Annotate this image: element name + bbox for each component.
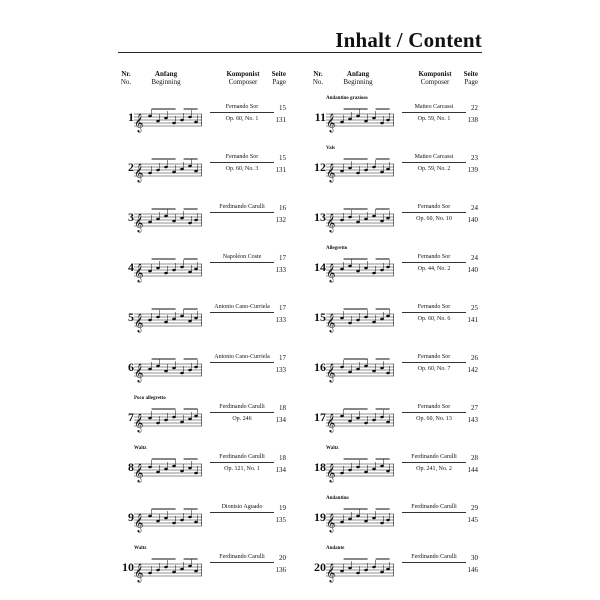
entry-tempo: Vals — [326, 146, 335, 151]
entry-number: 1 — [128, 110, 134, 124]
entry-page: 15 — [279, 154, 286, 162]
entry-tempo: Waltz — [134, 546, 147, 551]
svg-text:𝄞: 𝄞 — [326, 563, 336, 582]
entry-incipit — [326, 356, 394, 386]
contents-entry — [118, 296, 286, 346]
entry-number: 16 — [314, 360, 326, 374]
contents-entry — [118, 196, 286, 246]
entry-opus: Op. 121, No. 1 — [224, 466, 260, 472]
music-incipit-icon — [134, 406, 202, 436]
header-beginning: Anfang Beginning — [151, 70, 181, 86]
contents-entry — [310, 496, 478, 546]
contents-entry — [310, 346, 478, 396]
entry-composer: Napoléon Coste — [210, 254, 274, 263]
entry-composer: Ferdinando Carulli — [210, 404, 274, 413]
svg-text:𝄞: 𝄞 — [326, 263, 336, 282]
entry-tempo: Andantino grazioso — [326, 96, 368, 101]
music-incipit-icon — [326, 206, 394, 236]
entry-number: 7 — [128, 410, 134, 424]
entry-incipit — [134, 156, 202, 186]
contents-entry — [118, 246, 286, 296]
entry-composer: Fernando Sor — [210, 154, 274, 163]
entry-incipit — [326, 456, 394, 486]
music-incipit-icon — [326, 356, 394, 386]
entry-page-2: 144 — [467, 466, 478, 474]
entry-opus: Op. 60, No. 13 — [416, 416, 452, 422]
music-incipit-icon — [326, 406, 394, 436]
entry-page-2: 133 — [275, 266, 286, 274]
music-incipit-icon — [326, 106, 394, 136]
entry-page: 15 — [279, 104, 286, 112]
contents-entry — [118, 396, 286, 446]
entry-page: 17 — [279, 304, 286, 312]
entry-incipit — [134, 106, 202, 136]
music-incipit-icon — [326, 556, 394, 586]
entry-number: 13 — [314, 210, 326, 224]
entry-composer: Matteo Carcassi — [402, 104, 466, 113]
entry-composer: Fernando Sor — [402, 404, 466, 413]
entry-incipit — [326, 106, 394, 136]
entry-composer: Antonio Cano-Curriela — [210, 354, 274, 363]
svg-text:𝄞: 𝄞 — [326, 363, 336, 382]
entry-tempo: Andante — [326, 546, 345, 551]
svg-text:𝄞: 𝄞 — [134, 363, 144, 382]
entry-opus: Op. 59, No. 1 — [417, 116, 451, 122]
entry-incipit — [134, 306, 202, 336]
entry-page: 19 — [279, 504, 286, 512]
entry-composer: Dionisio Aguado — [210, 504, 274, 513]
entry-number: 15 — [314, 310, 326, 324]
entry-incipit — [326, 256, 394, 286]
entry-incipit — [326, 406, 394, 436]
entry-composer: Ferdinando Carulli — [210, 554, 274, 563]
entry-page-2: 138 — [467, 116, 478, 124]
entry-opus: Op. 60, No. 3 — [225, 166, 259, 172]
header-page: Seite Page — [271, 70, 286, 86]
svg-text:𝄞: 𝄞 — [326, 113, 336, 132]
entry-page: 25 — [471, 304, 478, 312]
contents-entry — [310, 196, 478, 246]
svg-text:𝄞: 𝄞 — [326, 413, 336, 432]
entry-number: 5 — [128, 310, 134, 324]
music-incipit-icon — [326, 306, 394, 336]
entry-page-2: 132 — [275, 216, 286, 224]
svg-text:𝄞: 𝄞 — [134, 463, 144, 482]
entry-tempo: Andantino — [326, 496, 349, 501]
entry-page: 20 — [279, 554, 286, 562]
music-incipit-icon — [134, 206, 202, 236]
entry-page: 24 — [471, 254, 478, 262]
entry-page: 18 — [279, 404, 286, 412]
entry-tempo: Waltz — [134, 446, 147, 451]
entry-page-2: 133 — [275, 316, 286, 324]
music-incipit-icon — [134, 456, 202, 486]
entry-composer: Ferdinando Carulli — [210, 204, 274, 213]
entry-number: 12 — [314, 160, 326, 174]
entry-page-2: 140 — [467, 266, 478, 274]
contents-entry — [310, 96, 478, 146]
entry-incipit — [134, 556, 202, 586]
entry-incipit — [134, 356, 202, 386]
svg-text:𝄞: 𝄞 — [326, 313, 336, 332]
entry-page: 24 — [471, 204, 478, 212]
music-incipit-icon — [326, 156, 394, 186]
entry-page: 22 — [471, 104, 478, 112]
entry-page-2: 131 — [275, 116, 286, 124]
entry-incipit — [134, 506, 202, 536]
entry-incipit — [134, 456, 202, 486]
contents-entry — [118, 346, 286, 396]
column-header — [118, 70, 286, 94]
entry-composer: Matteo Carcassi — [402, 154, 466, 163]
entry-number: 10 — [122, 560, 134, 574]
entry-composer: Fernando Sor — [402, 254, 466, 263]
page-title: Inhalt / Content — [335, 28, 482, 52]
entry-incipit — [326, 556, 394, 586]
header-page: Seite Page — [463, 70, 478, 86]
entry-composer: Antonio Cano-Curriela — [210, 304, 274, 313]
entry-composer: Fernando Sor — [402, 304, 466, 313]
contents-column-right — [310, 70, 478, 590]
entry-composer: Ferdinando Carulli — [402, 504, 466, 513]
entry-page: 28 — [471, 454, 478, 462]
entry-incipit — [134, 406, 202, 436]
music-incipit-icon — [134, 306, 202, 336]
entry-page: 30 — [471, 554, 478, 562]
entry-number: 14 — [314, 260, 326, 274]
svg-text:𝄞: 𝄞 — [134, 113, 144, 132]
entry-page-2: 143 — [467, 416, 478, 424]
music-incipit-icon — [134, 256, 202, 286]
entry-page: 23 — [471, 154, 478, 162]
music-incipit-icon — [134, 356, 202, 386]
entry-number: 8 — [128, 460, 134, 474]
contents-entry — [310, 296, 478, 346]
entry-composer: Fernando Sor — [402, 354, 466, 363]
entry-page: 17 — [279, 254, 286, 262]
contents-entry — [118, 446, 286, 496]
entry-incipit — [326, 506, 394, 536]
contents-entry — [310, 246, 478, 296]
contents-entry — [118, 146, 286, 196]
entry-page-2: 139 — [467, 166, 478, 174]
entry-incipit — [326, 206, 394, 236]
entry-page: 29 — [471, 504, 478, 512]
entry-number: 4 — [128, 260, 134, 274]
svg-text:𝄞: 𝄞 — [134, 563, 144, 582]
entry-incipit — [326, 156, 394, 186]
entry-page-2: 142 — [467, 366, 478, 374]
contents-entry — [118, 96, 286, 146]
entry-number: 6 — [128, 360, 134, 374]
contents-entry — [310, 546, 478, 596]
entry-page-2: 134 — [275, 466, 286, 474]
entry-composer: Ferdinando Carulli — [210, 454, 274, 463]
svg-text:𝄞: 𝄞 — [134, 213, 144, 232]
entry-tempo: Allegretto — [326, 246, 348, 251]
svg-text:𝄞: 𝄞 — [326, 463, 336, 482]
svg-text:𝄞: 𝄞 — [326, 213, 336, 232]
entry-opus: Op. 60, No. 10 — [416, 216, 452, 222]
entry-number: 2 — [128, 160, 134, 174]
entry-composer: Ferdinando Carulli — [402, 454, 466, 463]
svg-text:𝄞: 𝄞 — [134, 163, 144, 182]
title-rule — [118, 52, 482, 53]
svg-text:𝄞: 𝄞 — [326, 513, 336, 532]
entry-page-2: 136 — [275, 566, 286, 574]
svg-text:𝄞: 𝄞 — [134, 513, 144, 532]
contents-entry — [310, 446, 478, 496]
header-number: Nr. No. — [312, 70, 324, 86]
entry-opus: Op. 59, No. 2 — [417, 166, 451, 172]
entry-number: 3 — [128, 210, 134, 224]
entry-opus: Op. 60, No. 1 — [225, 116, 259, 122]
music-incipit-icon — [134, 556, 202, 586]
entry-number: 11 — [314, 110, 326, 124]
entry-incipit — [134, 206, 202, 236]
entry-page: 18 — [279, 454, 286, 462]
entry-number: 19 — [314, 510, 326, 524]
contents-entry — [310, 146, 478, 196]
music-incipit-icon — [134, 156, 202, 186]
svg-text:𝄞: 𝄞 — [134, 413, 144, 432]
entry-page-2: 135 — [275, 516, 286, 524]
entry-page: 27 — [471, 404, 478, 412]
entry-opus: Op. 44, No. 2 — [417, 266, 451, 272]
entry-page-2: 145 — [467, 516, 478, 524]
header-composer: Komponist Composer — [418, 70, 452, 86]
music-incipit-icon — [326, 506, 394, 536]
entry-page: 17 — [279, 354, 286, 362]
entry-opus: Op. 60, No. 6 — [417, 316, 451, 322]
music-incipit-icon — [326, 456, 394, 486]
entry-page-2: 140 — [467, 216, 478, 224]
entry-composer: Ferdinando Carulli — [402, 554, 466, 563]
entry-composer: Fernando Sor — [210, 104, 274, 113]
entry-number: 17 — [314, 410, 326, 424]
column-header — [310, 70, 478, 94]
entry-page: 16 — [279, 204, 286, 212]
header-beginning: Anfang Beginning — [343, 70, 373, 86]
contents-entry — [118, 496, 286, 546]
music-incipit-icon — [134, 106, 202, 136]
entry-opus: Op. 241, No. 2 — [416, 466, 452, 472]
svg-text:𝄞: 𝄞 — [326, 163, 336, 182]
contents-column-left — [118, 70, 286, 590]
svg-text:𝄞: 𝄞 — [134, 313, 144, 332]
entry-composer: Fernando Sor — [402, 204, 466, 213]
entry-tempo: Waltz — [326, 446, 339, 451]
entry-page-2: 134 — [275, 416, 286, 424]
entry-number: 18 — [314, 460, 326, 474]
entry-page-2: 146 — [467, 566, 478, 574]
entry-page-2: 133 — [275, 366, 286, 374]
entry-page-2: 131 — [275, 166, 286, 174]
header-number: Nr. No. — [120, 70, 132, 86]
entry-incipit — [326, 306, 394, 336]
svg-text:𝄞: 𝄞 — [134, 263, 144, 282]
music-incipit-icon — [326, 256, 394, 286]
entry-opus: Op. 246 — [232, 416, 252, 422]
entry-incipit — [134, 256, 202, 286]
entry-number: 20 — [314, 560, 326, 574]
contents-entry — [118, 546, 286, 596]
entry-tempo: Poco allegretto — [134, 396, 166, 401]
music-incipit-icon — [134, 506, 202, 536]
header-composer: Komponist Composer — [226, 70, 260, 86]
entry-number: 9 — [128, 510, 134, 524]
entry-page-2: 141 — [467, 316, 478, 324]
entry-page: 26 — [471, 354, 478, 362]
contents-entry — [310, 396, 478, 446]
entry-opus: Op. 60, No. 7 — [417, 366, 451, 372]
